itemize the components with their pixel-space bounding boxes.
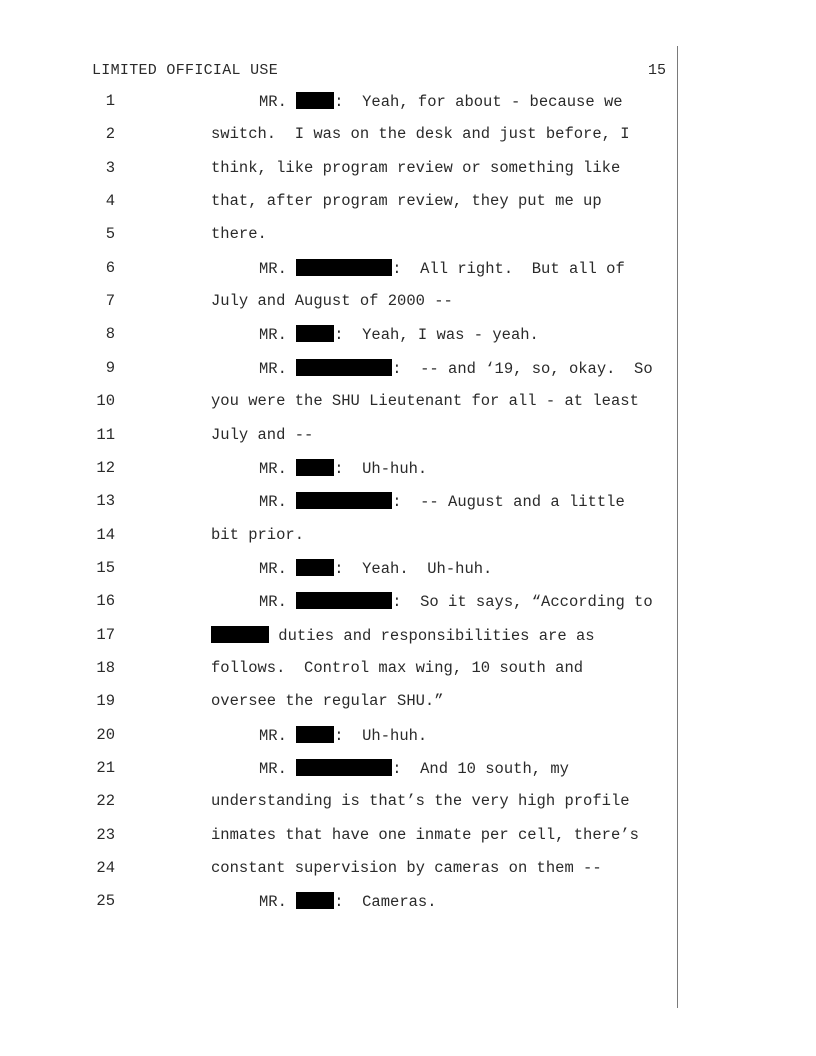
transcript-line (0, 726, 816, 759)
page-number: 15 (648, 62, 667, 79)
transcript-line (0, 526, 816, 559)
line-text: understanding is that’s the very high profile (211, 792, 630, 811)
line-number: 8 (105, 325, 115, 344)
redaction-block (296, 726, 334, 743)
redaction-block (296, 359, 392, 376)
line-text: inmates that have one inmate per cell, there’s (211, 825, 639, 844)
line-number: 16 (96, 592, 115, 611)
line-number: 17 (96, 625, 115, 644)
line-text: MR. : -- and ‘19, so, okay. So (259, 359, 653, 378)
line-text: July and -- (211, 425, 314, 444)
line-number: 1 (105, 92, 115, 110)
transcript-line (0, 426, 816, 459)
transcript-line (0, 325, 816, 358)
transcript-line (0, 92, 816, 125)
transcript-line (0, 692, 816, 725)
line-text: follows. Control max wing, 10 south and (211, 658, 584, 677)
redaction-block (296, 559, 334, 576)
line-number: 10 (96, 392, 115, 411)
line-number: 18 (96, 658, 115, 677)
transcript-line (0, 359, 816, 392)
line-text: oversee the regular SHU.” (211, 692, 444, 711)
transcript-line (0, 559, 816, 592)
line-number: 2 (105, 125, 115, 144)
transcript-line (0, 259, 816, 292)
redaction-block (296, 492, 392, 509)
line-text: bit prior. (211, 525, 305, 544)
line-text: July and August of 2000 -- (211, 292, 453, 311)
classification-header: LIMITED OFFICIAL USE (92, 62, 279, 79)
transcript-line (0, 859, 816, 892)
line-text: MR. : Cameras. (259, 893, 437, 912)
transcript-line (0, 192, 816, 225)
line-number: 6 (105, 258, 115, 277)
transcript-line (0, 826, 816, 859)
transcript-line (0, 125, 816, 158)
line-number: 3 (105, 158, 115, 177)
redaction-block (296, 892, 334, 909)
line-number: 7 (105, 292, 115, 311)
line-text: constant supervision by cameras on them -- (211, 859, 602, 878)
line-number: 21 (96, 759, 115, 777)
line-number: 5 (105, 225, 115, 244)
line-number: 19 (96, 692, 115, 711)
line-text: you were the SHU Lieutenant for all - at least (211, 392, 639, 411)
line-number: 13 (96, 492, 115, 511)
transcript-line (0, 492, 816, 525)
line-text: think, like program review or something like (211, 158, 621, 177)
line-number: 4 (105, 192, 115, 211)
redaction-block (296, 592, 392, 609)
line-text: MR. : Yeah, I was - yeah. (259, 326, 539, 345)
line-number: 9 (105, 358, 115, 377)
line-text: MR. : And 10 south, my (259, 760, 569, 778)
line-number: 22 (96, 792, 115, 811)
line-text: MR. : So it says, “According to (259, 593, 653, 612)
redaction-block (296, 325, 334, 342)
line-text: there. (211, 225, 267, 244)
line-number: 25 (96, 892, 115, 911)
redaction-block (296, 759, 392, 776)
line-text: duties and responsibilities are as (211, 626, 595, 645)
line-text: MR. : Yeah, for about - because we (259, 93, 623, 111)
transcript-line (0, 159, 816, 192)
line-text: MR. : All right. But all of (259, 259, 625, 278)
line-text: MR. : Yeah. Uh-huh. (259, 559, 493, 578)
transcript-line (0, 626, 816, 659)
line-number: 15 (96, 558, 115, 577)
line-text: MR. : Uh-huh. (259, 726, 428, 745)
line-number: 23 (96, 825, 115, 844)
redaction-block (296, 92, 334, 109)
line-number: 14 (96, 525, 115, 544)
transcript-line (0, 459, 816, 492)
redaction-block (296, 459, 334, 476)
line-number: 24 (96, 859, 115, 878)
transcript-line (0, 292, 816, 325)
line-text: switch. I was on the desk and just before, I (211, 125, 630, 144)
transcript-line (0, 225, 816, 258)
transcript-line (0, 892, 816, 925)
line-text: MR. : -- August and a little (259, 493, 625, 512)
transcript-line (0, 759, 816, 792)
line-number: 12 (96, 458, 115, 477)
redaction-block (211, 626, 269, 643)
line-text: that, after program review, they put me up (211, 192, 602, 211)
transcript-line (0, 392, 816, 425)
line-number: 20 (96, 725, 115, 744)
line-text: MR. : Uh-huh. (259, 459, 428, 478)
transcript-line (0, 592, 816, 625)
transcript-line (0, 792, 816, 825)
transcript-line (0, 659, 816, 692)
line-number: 11 (96, 425, 115, 444)
redaction-block (296, 259, 392, 276)
